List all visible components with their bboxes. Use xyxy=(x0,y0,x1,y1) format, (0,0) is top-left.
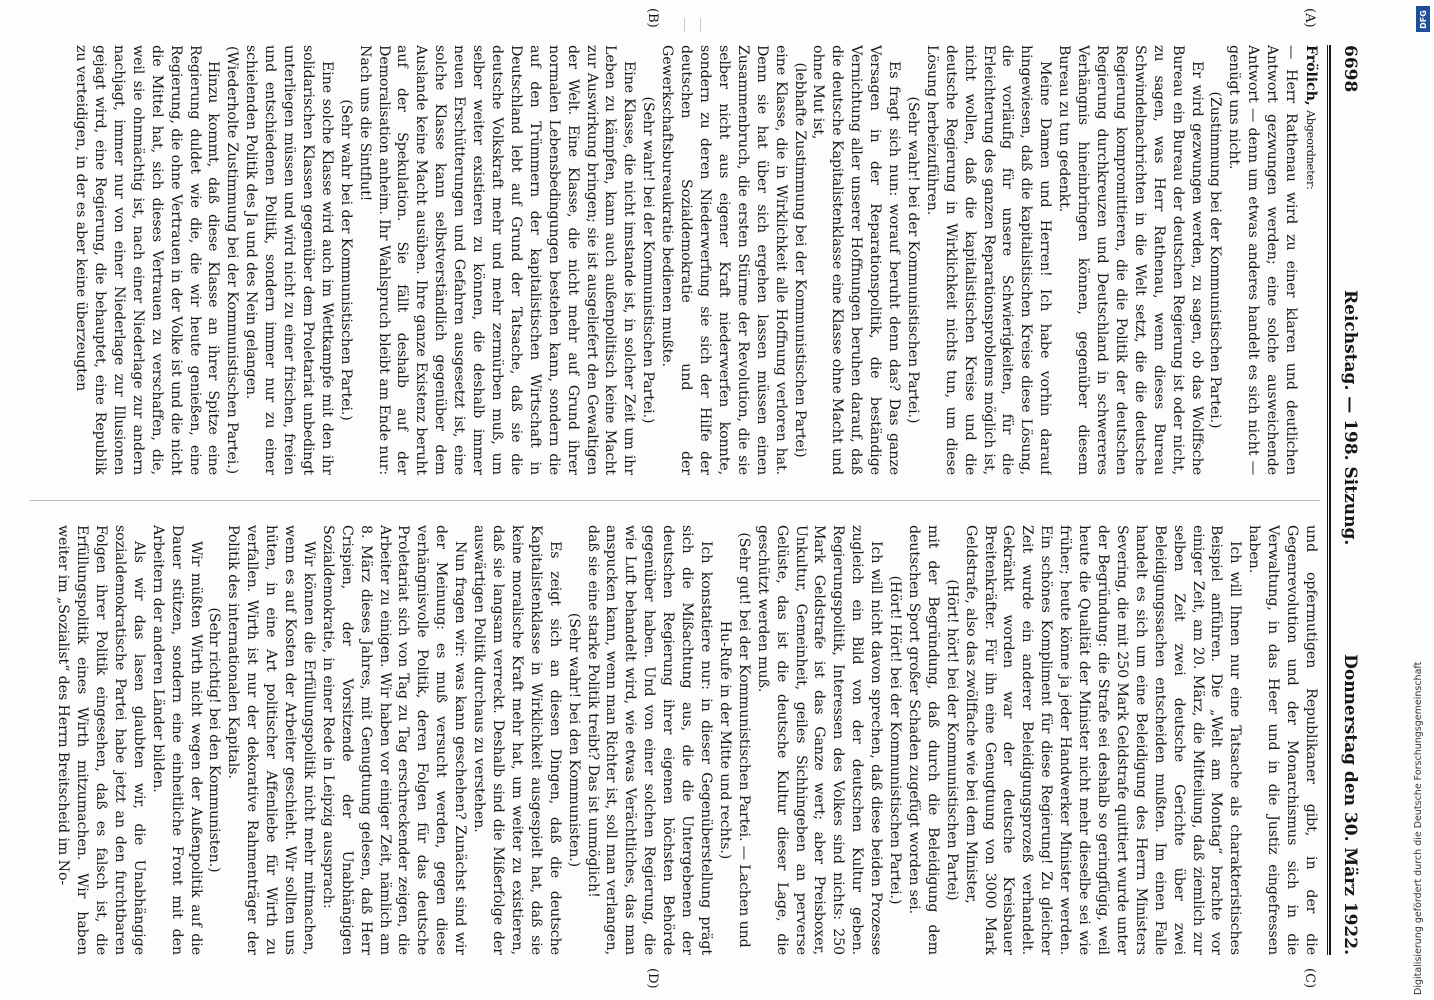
page-number: 6698 xyxy=(1340,45,1360,93)
margin-mark-a: (A) xyxy=(1302,8,1317,28)
interjection: (lebhafte Zustimmung bei der Kommunistischen Partei) xyxy=(791,62,808,458)
paragraph: Eine solche Klasse wird auch im Wettkampfe mit den ihr solidarischen Klassen gegenüber dem Proletariat unbedingt unterliegen müssen und wird nicht zu einer frischen, freien und entschiedenen Politik, sondern immer nur zu einer schielenden Politik des Ja und des Nein gelangen. xyxy=(243,45,335,475)
speaker-role: Abgeordneter: xyxy=(1304,110,1317,190)
interjection: (Sehr wahr bei der Kommunistischen Partei.) xyxy=(337,99,354,421)
column-divider xyxy=(30,500,1320,501)
running-head: Reichstag. — 198. Sitzung. xyxy=(1340,290,1360,546)
paragraph: Ich konstatiere nur: in dieser Gegenüberstellung prägt sich die Mißachtung aus, die die Untergebenen der deutschen Regierung ihrer eigenen höchsten Behörde gegenüber haben. Und von einer solchen Regierung, die wie Luft behandelt wird, wie etwas Verächtliches, das man anspucken kann, wenn man Richter ist, soll man verlangen, daß sie eine starke Politik treibt? Das ist unmöglich! xyxy=(584,525,714,955)
margin-mark-c: (C) xyxy=(1302,968,1317,989)
paragraph: und opfermutigen Republikaner gibt, in der die Gegenrevolution und der Monarchismus sich in die Verwaltung, in das Heer und in die Justiz eingefressen haben. xyxy=(1246,525,1319,955)
interjection: (Wiederholte Zustimmung bei der Kommunistischen Partei.) xyxy=(224,45,241,475)
quotation: Wir müßten Wirth nicht wegen der Außenpolitik auf die Dauer stützen, sondern eine einheitliche Front mit den Arbeitern der anderen Länder bilden. xyxy=(149,525,204,955)
interjection: (Hört! Hört! bei der Kommunistischen Partei.) xyxy=(887,575,904,905)
paragraph: Es zeigt sich an diesen Dingen, daß die deutsche Kapitalistenklasse in Wirklichkeit ausgespielt hat, daß sie keine moralische Kraft mehr hat, um weiter zu existieren, daß sie langsam verreckt. Deshalb sind die Mißerfolge der auswärtigen Politik durchaus zu verstehen. xyxy=(471,525,563,955)
scan-mark xyxy=(684,18,685,32)
interjection: (Sehr wahr! bei den Kommunisten.) xyxy=(565,612,582,868)
paragraph: eine Klasse, die in Wirklichkeit alle Hoffnung verloren hat. Denn sie hat über sich ergehen lassen müssen einen Zusammenbruch, die ersten Stürme der Revolution, die sie selber nicht aus eigener Kraft niederwerfen konnte, sondern zu deren Niederwerfung sie sich der Hilfe der deutschen Sozialdemokratie und der Gewerkschaftsbureaukratie bedienen mußte. xyxy=(659,45,789,475)
interjection: (Sehr gut! bei der Kommunistischen Partei. — Lachen und Hu-Rufe in der Mitte und rechts.) xyxy=(716,532,752,948)
paragraph: Nun fragen wir: was kann geschehen? Zunächst sind wir der Meinung: es muß versucht werden, gegen diese verhängnisvolle Politik, deren Folgen für das deutsche Proletariat sich von Tag zu Tag erschreckender zeigen, die Arbeiter zu einigen. Wir haben vor einiger Zeit, nämlich am 8. März dieses Jahres, mit Genugtuung gelesen, daß Herr Crispien, der Vorsitzende der Unabhängigen Sozialdemokratie, in einer Rede in Leipzig aussprach: xyxy=(319,525,469,955)
dfg-logo: DFG xyxy=(1416,6,1430,32)
speaker-name: Frölich, xyxy=(1303,45,1319,106)
right-column xyxy=(30,525,1320,955)
paragraph: Hinzu kommt, daß diese Klasse an ihrer Spitze eine Regierung duldet wie die, die wir heute genießen, eine Regierung, die ohne Vertrauen in der Volke ist und die nicht die Mittel hat, sich dieses Vertrauen zu verschaffen, die, weil sie ohnmächtig ist, nach einer Niederlage zur andern nachjagt, immer nur von einer Niederlage zur Illusionen gejagt wird, eine Regierung, die behauptet, eine Republik zu verteidigen, in der es aber keine überzeugten xyxy=(73,45,222,475)
margin-mark-b: (B) xyxy=(645,8,660,28)
interjection: (Sehr richtig! bei den Kommunisten.) xyxy=(206,607,223,873)
interjection: (Sehr wahr! bei der Kommunistischen Partei.) xyxy=(640,96,657,424)
paragraph: Er wird gezwungen werden, zu sagen, ob das Wolffsche Bureau ein Bureau der deutschen Regierung ist oder nicht, zu sagen, was Herr Rathenau, wenn dieses Bureau Schwindelnachrichten in die Welt setzt, die die deutsche Regierung kompromittieren, die die Politik der deutschen Regierung durchkreuzen und Deutschland in schwereres Verhängnis hineinbringen können, gegenüber diesem Bureau zu tun gedenkt. xyxy=(1056,45,1205,475)
interjection: (Hört! hört! bei der Kommunistischen Partei) xyxy=(943,579,960,901)
paragraph: mit der Begründung, daß durch die Beleidigung dem deutschen Sport großer Schaden zugefügt worden sei. xyxy=(905,525,941,955)
header-rule xyxy=(1329,45,1331,955)
page-header xyxy=(1330,45,1360,955)
paragraph: Es fragt sich nun: worauf beruht denn das? Das ganze Versagen in der Reparationspolitik, die beständige Vernichtung aller unserer Hoffnungen beruhen darauf, daß die deutsche Kapitalistenklasse eine Klasse ohne Macht und ohne Mut ist, xyxy=(810,45,903,475)
paragraph: Ich will Ihnen nur eine Tatsache als charakteristisches Beispiel anführen. Die „Welt am Montag“ brachte vor einiger Zeit, am 20. März, die Mitteilung, daß ziemlich zur selben Zeit zwei deutsche Gerichte über zwei Beleidigungssachen entscheiden mußten. Im einen Falle handelt es sich um eine Beleidigung des Herrn Ministers Severing, die mit 250 Mark Geldstrafe quittiert wurde unter der Begründung: die Strafe sei deshalb so geringfügig, weil heute die Qualität der Minister nicht mehr dieselbe sei wie früher; heute könne ja jeder Handwerker Minister werden. Ein schönes Kompliment für diese Regierung! Zu gleicher Zeit wurde ein anderer Beleidigungsprozeß verhandelt. Gekränkt worden war der deutsche Kreisbauer Breitenkräfter. Für ihn eine Genugtuung von 3000 Mark Geldstrafe, also das zwölffache wie bei dem Minister, xyxy=(962,525,1244,955)
speaker-line xyxy=(1300,45,1320,475)
paragraph: Meine Damen und Herren! Ich habe vorhin darauf hingewiesen, daß die kapitalistischen Kreise diese Lösung, die vorläufig für unsere Schwierigkeiten, für die Erleichterung des ganzen Reparationsproblems möglich ist, nicht wollen, daß die kapitalistischen Kreise und die deutsche Regierung in Wirklichkeit nichts tun, um diese Lösung herbeizuführen. xyxy=(923,45,1054,475)
header-rule-thin xyxy=(1327,45,1328,955)
left-column xyxy=(30,45,1320,475)
interjection: (Sehr wahr! bei der Kommunistischen Partei.) xyxy=(904,96,921,424)
paragraph: Eine Klasse, die nicht imstande ist, in solcher Zeit um ihr Leben zu kämpfen, kann auch außenpolitisch keine Macht zur Auswirkung bringen; sie ist ausgeliefert den Gewaltigen der Welt. Eine Klasse, die nicht mehr auf Grund ihrer normalen Lebensbedingungen bestehen kann, sondern die auf den Trümmern der kapitalistischen Wirtschaft in Deutschland lebt auf Grund der Tatsache, daß sie die deutsche Volkskraft mehr und mehr zermürben muß, um selber weiter existieren zu können, die deshalb immer neuen Erschütterungen und Gefahren ausgesetzt ist, eine solche Klasse kann selbstverständlich gegenüber dem Auslande keine Macht ausüben. Ihre ganze Existenz beruht auf der Spekulation. Sie fällt deshalb auf der Demoralisation anheim. Ihr Wahlspruch bleibt am Ende nur: Nach uns die Sintflut! xyxy=(356,45,638,475)
paragraph: — Herr Rathenau wird zu einer klaren und deutlichen Antwort gezwungen werden; eine solche ausweichende Antwort — denn um etwas anderes handelt es sich nicht — genügt uns nicht. xyxy=(1226,45,1300,475)
interjection: (Zustimmung bei der Kommunistischen Partei.) xyxy=(1207,91,1224,429)
paragraph: Als wir das lasen glaubten wir, die Unabhängige sozialdemokratische Partei habe jetzt an den furchtbaren Folgen ihrer Politik eingesehen, daß es falsch ist, die Erfüllungspolitik eines Wirth mitzumachen. Wir haben weiter im „Sozialist“ des Herrn Breitscheid im No- xyxy=(55,525,147,955)
digitization-credit: Digitalisierung gefördert durch die Deutsche Forschungsgemeinschaft xyxy=(1413,661,1424,995)
session-date: Donnerstag den 30. März 1922. xyxy=(1340,654,1360,955)
scan-mark xyxy=(700,18,701,32)
quotation: Wir können die Erfüllungspolitik nicht mehr mitmachen, wenn es auf Kosten der Arbeiter geschieht. Wir sollten uns hüten, in eine Art politischer Affenliebe für Wirth zu verfallen. Wirth ist nur der dekorative Rahmenträger der Politik des internationalen Kapitals. xyxy=(225,525,317,955)
paragraph: Ich will nicht davon sprechen, daß diese beiden Prozesse zugleich ein Bild von der deutschen Kultur geben. Regierungspolitik, Interessen des Volkes sind nichts: 250 Mark Geldstrafe ist das Ganze wert; aber Preisboxer, Unkultur, Gemeinheit, geiles Sichhingeben an perverse Gelüste, das ist die deutsche Kultur dieser Lage, die geschützt werden muß. xyxy=(754,525,885,955)
margin-mark-d: (D) xyxy=(645,968,660,989)
